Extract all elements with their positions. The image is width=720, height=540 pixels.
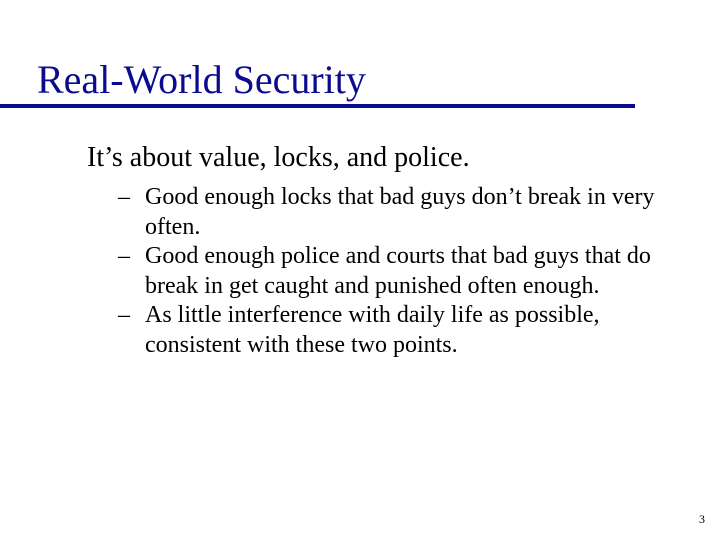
sub-bullet-text: Good enough police and courts that bad guys that do break in get caught and punished often enough. [145,243,651,299]
dash-marker: – [118,243,130,269]
sub-bullet-item [118,183,698,242]
title-underline [0,104,635,108]
sub-bullet-list [118,183,698,360]
sub-bullet-text: Good enough locks that bad guys don’t break in very often. [145,184,655,240]
slide-title: Real-World Security [37,57,366,102]
main-bullet: It’s about value, locks, and police. [87,142,470,173]
dash-marker: – [118,302,130,328]
sub-bullet-text: As little interference with daily life as possible, consistent with these two points. [145,302,600,358]
sub-bullet-item [118,301,698,360]
sub-bullet-item [118,242,698,301]
page-number: 3 [699,512,705,526]
dash-marker: – [118,184,130,210]
